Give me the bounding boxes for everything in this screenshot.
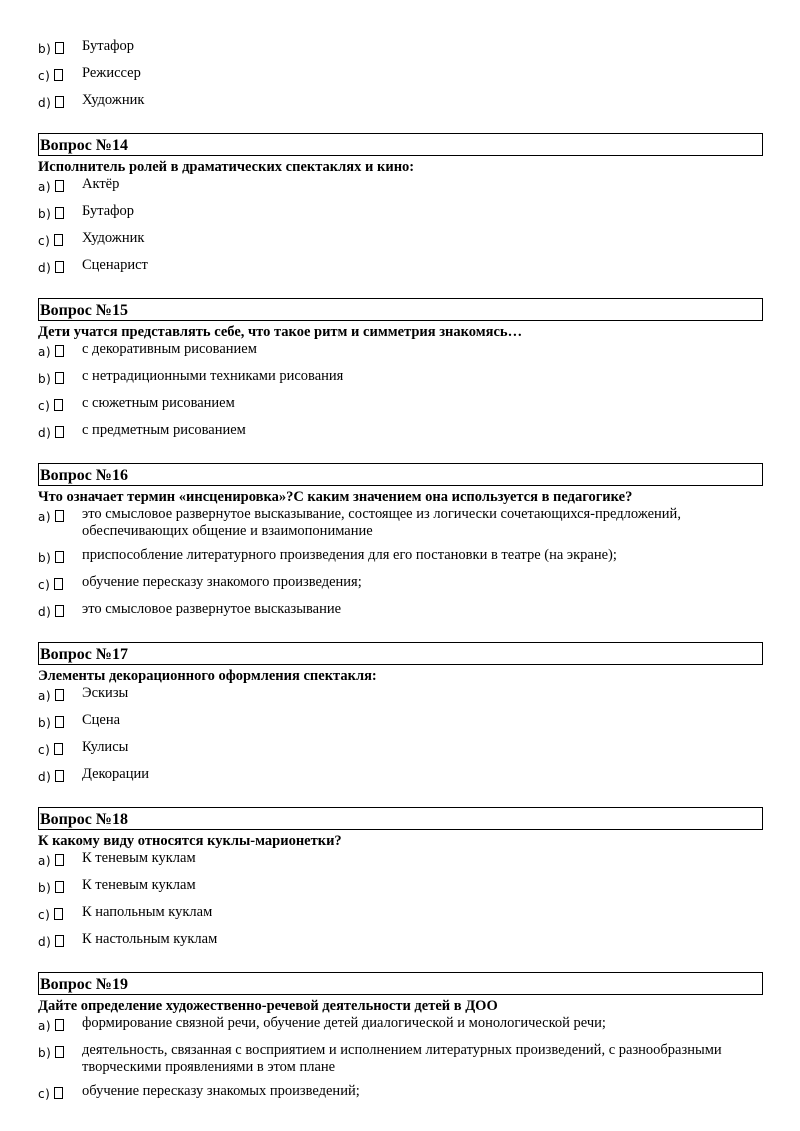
answer-letter-label: a) [38,180,52,194]
answer-letter-label: a) [38,510,52,524]
checkbox-icon[interactable] [55,770,64,782]
answer-option[interactable] [38,176,764,196]
answer-text: Сценарист [82,257,148,273]
checkbox-icon[interactable] [55,261,64,273]
answer-text: Бутафор [82,203,135,219]
answer-option[interactable] [38,850,764,870]
question-block [38,972,764,1103]
answer-text: Режиссер [82,65,141,81]
checkbox-icon[interactable] [55,716,64,728]
checkbox-icon[interactable] [55,96,64,108]
answer-text: с сюжетным рисованием [82,395,235,411]
answer-option[interactable] [38,601,764,621]
checkbox-icon[interactable] [54,234,63,246]
answer-option[interactable] [38,547,764,567]
answer-letter [38,65,82,85]
answer-letter [38,176,82,196]
answer-letter [38,1083,82,1103]
answer-option[interactable] [38,931,764,951]
answer-letter-label: b) [38,1046,52,1060]
question-title: Вопрос №18 [38,807,763,830]
question-title: Вопрос №17 [38,642,763,665]
answer-text: К теневым куклам [82,877,196,893]
question-block [38,298,764,442]
answer-option[interactable] [38,203,764,223]
checkbox-icon[interactable] [55,180,64,192]
answer-option[interactable] [38,92,764,112]
answer-option[interactable] [38,1083,764,1103]
answer-letter-label: a) [38,689,52,703]
answer-letter-label: d) [38,770,52,784]
checkbox-icon[interactable] [55,689,64,701]
answer-letter-label: c) [38,234,51,248]
answer-letter [38,1015,82,1035]
answer-text: формирование связной речи, обучение детей диалогической и монологической речи; [82,1015,606,1031]
answer-option[interactable] [38,766,764,786]
answer-letter-label: c) [38,578,51,592]
answer-letter-label: d) [38,261,52,275]
answer-letter-label: a) [38,345,52,359]
checkbox-icon[interactable] [55,207,64,219]
answer-letter-label: b) [38,207,52,221]
answer-letter [38,230,82,250]
answer-letter [38,547,82,567]
checkbox-icon[interactable] [55,426,64,438]
answer-letter [38,601,82,621]
answer-option[interactable] [38,739,764,759]
checkbox-icon[interactable] [55,1019,64,1031]
checkbox-icon[interactable] [55,854,64,866]
answer-text: с предметным рисованием [82,422,246,438]
answer-letter-label: d) [38,605,52,619]
answer-letter [38,766,82,786]
answer-letter-label: b) [38,372,52,386]
answer-option[interactable] [38,1015,764,1035]
question-spacer [38,284,764,298]
question-spacer [38,119,764,133]
answer-text: Художник [82,230,145,246]
answer-letter-label: d) [38,96,52,110]
answer-letter [38,877,82,897]
answer-letter [38,395,82,415]
checkbox-icon[interactable] [55,42,64,54]
answer-letter [38,850,82,870]
answer-option[interactable] [38,574,764,594]
checkbox-icon[interactable] [54,743,63,755]
answer-letter [38,574,82,594]
answer-text: это смысловое развернутое высказывание [82,601,342,617]
answer-option[interactable] [38,368,764,388]
question-block [38,642,764,786]
checkbox-icon[interactable] [54,1087,63,1099]
question-text: Дети учатся представлять себе, что такое ритм и симметрия знакомясь… [38,324,523,340]
answer-option[interactable] [38,38,764,58]
checkbox-icon[interactable] [55,881,64,893]
answer-option[interactable] [38,65,764,85]
question-spacer [38,449,764,463]
answer-text: Эскизы [82,685,129,701]
answer-option[interactable] [38,712,764,732]
answer-option[interactable] [38,341,764,361]
answer-letter [38,368,82,388]
answer-letter-label: c) [38,743,51,757]
answer-text: с декоративным рисованием [82,341,257,357]
answer-text: Бутафор [82,38,135,54]
answer-letter [38,685,82,705]
answer-letter-label: c) [38,1087,51,1101]
question-text: Что означает термин «инсценировка»?С каким значением она используется в педагогике? [38,489,633,505]
answer-text: обучение пересказу знакомых произведений; [82,1083,360,1099]
answer-letter [38,904,82,924]
checkbox-icon[interactable] [55,510,64,522]
question-block [38,38,764,112]
answer-letter [38,931,82,951]
answer-letter [38,257,82,277]
checkbox-icon[interactable] [55,345,64,357]
answer-option[interactable] [38,395,764,415]
checkbox-icon[interactable] [54,908,63,920]
answer-text: Кулисы [82,739,129,755]
answer-text: приспособление литературного произведения для его постановки в театре (на экране); [82,547,617,563]
answer-letter [38,1042,82,1062]
question-text: К какому виду относятся куклы-марионетки? [38,833,342,849]
checkbox-icon[interactable] [54,399,63,411]
answer-letter [38,422,82,442]
answer-letter-label: d) [38,426,52,440]
question-block [38,463,764,621]
answer-letter [38,203,82,223]
answer-letter-label: c) [38,399,51,413]
checkbox-icon[interactable] [55,372,64,384]
question-spacer [38,628,764,642]
checkbox-icon[interactable] [54,578,63,590]
answer-text: Декорации [82,766,150,782]
answer-letter-label: b) [38,716,52,730]
answer-text: Художник [82,92,145,108]
question-title: Вопрос №19 [38,972,763,995]
answer-text: К настольным куклам [82,931,218,947]
answer-option[interactable] [38,685,764,705]
question-text: Исполнитель ролей в драматических спектаклях и кино: [38,159,415,175]
checkbox-icon[interactable] [55,605,64,617]
answer-text: Актёр [82,176,120,192]
answer-text: обучение пересказу знакомого произведения; [82,574,362,590]
question-title: Вопрос №16 [38,463,763,486]
answer-letter [38,739,82,759]
answer-text: с нетрадиционными техниками рисования [82,368,344,384]
answer-text: Сцена [82,712,121,728]
answer-letter-label: b) [38,881,52,895]
checkbox-icon[interactable] [55,1046,64,1058]
answer-letter [38,92,82,112]
answer-letter-label: a) [38,1019,52,1033]
answer-letter [38,38,82,58]
question-block [38,807,764,951]
checkbox-icon[interactable] [55,935,64,947]
answer-letter [38,341,82,361]
checkbox-icon[interactable] [54,69,63,81]
answer-letter-label: c) [38,908,51,922]
answer-option[interactable] [38,230,764,250]
question-text: Дайте определение художественно-речевой деятельности детей в ДОО [38,998,498,1014]
question-spacer [38,958,764,972]
answer-letter [38,712,82,732]
answer-letter-label: c) [38,69,51,83]
answer-option[interactable] [38,257,764,277]
question-title: Вопрос №15 [38,298,763,321]
answer-letter-label: d) [38,935,52,949]
answer-option[interactable] [38,1042,764,1076]
question-text: Элементы декорационного оформления спектакля: [38,668,377,684]
answer-letter-label: a) [38,854,52,868]
checkbox-icon[interactable] [55,551,64,563]
answer-option[interactable] [38,904,764,924]
answer-letter [38,506,82,526]
answer-letter-label: b) [38,551,52,565]
answer-text: К напольным куклам [82,904,213,920]
answer-letter-label: b) [38,42,52,56]
answer-text: это смысловое развернутое высказывание, состоящее из логически сочетающихся-предложений, обеспечивающих общение и взаимопонимание [82,506,681,539]
question-block [38,133,764,277]
question-spacer [38,793,764,807]
question-title: Вопрос №14 [38,133,763,156]
answer-text: К теневым куклам [82,850,196,866]
answer-option[interactable] [38,422,764,442]
answer-option[interactable] [38,506,764,540]
answer-option[interactable] [38,877,764,897]
answer-text: деятельность, связанная с восприятием и исполнением литературных произведений, с разнообразными творческими проявлениями в этом плане [82,1042,722,1075]
